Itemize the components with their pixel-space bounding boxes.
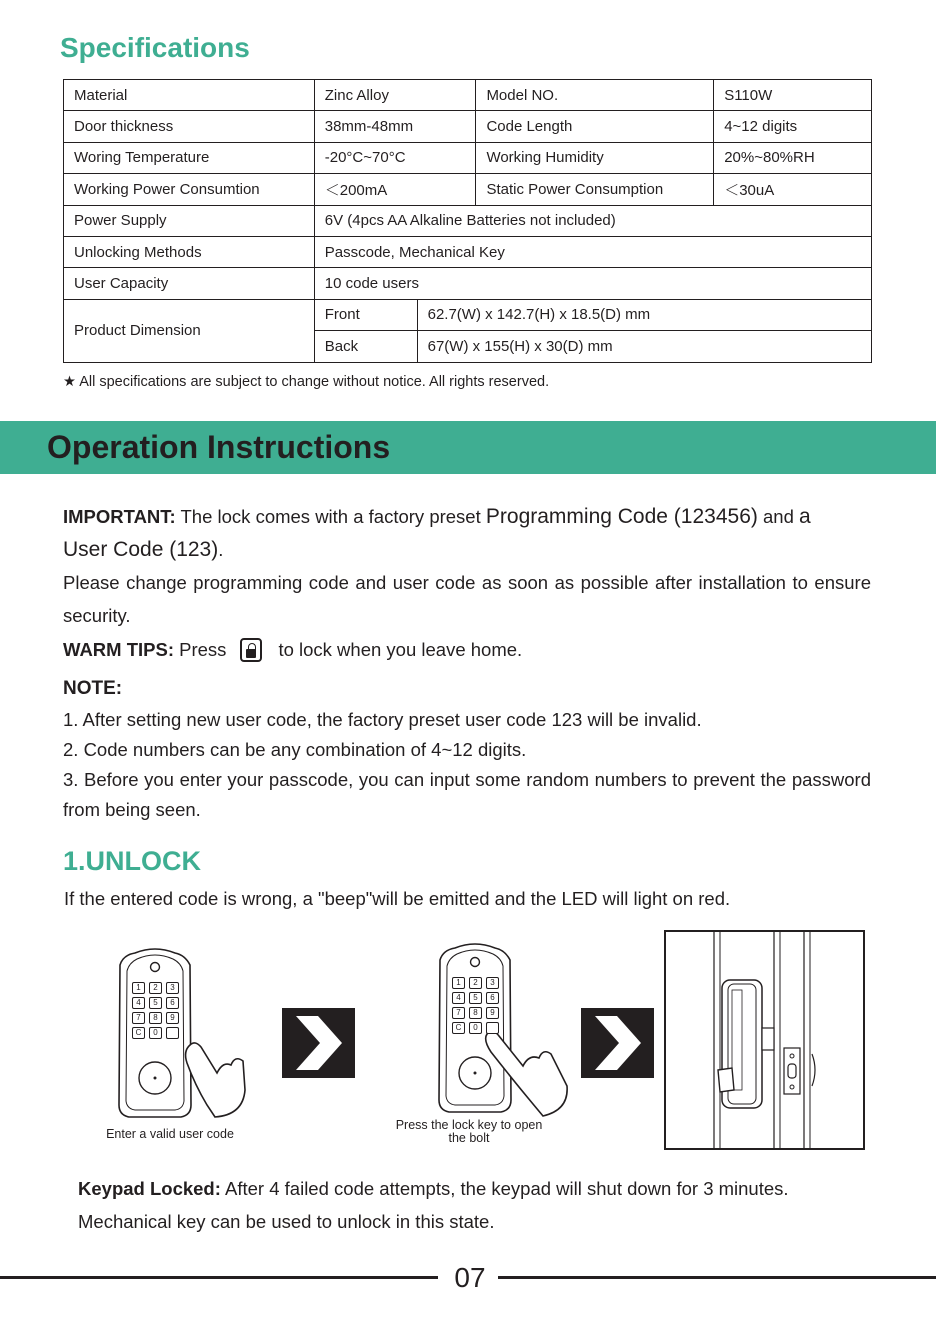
spec-value: 4~12 digits [714, 111, 872, 142]
keypad-key: C [132, 1027, 145, 1039]
warm-tips-text: to lock when you leave home. [278, 639, 523, 660]
keypad-key: 5 [149, 997, 162, 1009]
important-text: a [799, 505, 811, 528]
table-row [64, 111, 872, 142]
keypad-key: 2 [149, 982, 162, 994]
door-bolt-illustration [664, 930, 865, 1150]
spec-label: Model NO. [476, 80, 714, 111]
keypad-grid-2 [452, 977, 499, 1034]
keypad-illustration-2 [415, 940, 585, 1120]
spec-label: Power Supply [64, 205, 315, 236]
spec-sublabel: Back [314, 331, 417, 362]
table-row [64, 236, 872, 267]
important-paragraph [63, 500, 871, 566]
keypad-key: 4 [452, 992, 465, 1004]
lock-key-icon [240, 638, 262, 662]
footnote: ★ All specifications are subject to change without notice. All rights reserved. [63, 374, 550, 390]
spec-value: ＜200mA [314, 174, 476, 205]
warm-tips-text: Press [174, 639, 227, 660]
keypad-key [486, 1022, 499, 1034]
spec-value: Passcode, Mechanical Key [314, 236, 871, 267]
table-row [64, 299, 872, 330]
spec-value: 10 code users [314, 268, 871, 299]
table-row [64, 80, 872, 111]
spec-value: 62.7(W) x 142.7(H) x 18.5(D) mm [417, 299, 871, 330]
footer-rule-left [0, 1276, 438, 1279]
keypad-key: 1 [452, 977, 465, 989]
keypad-grid-1 [132, 982, 179, 1039]
spec-label: Material [64, 80, 315, 111]
spec-value: Zinc Alloy [314, 80, 476, 111]
keypad-key: 6 [166, 997, 179, 1009]
important-text: and [757, 506, 800, 527]
keypad-key: 9 [166, 1012, 179, 1024]
specifications-table [63, 79, 872, 363]
keypad-key: 4 [132, 997, 145, 1009]
note-title: NOTE: [63, 678, 123, 699]
chevron-right-icon [581, 1008, 654, 1078]
keypad-key: 7 [452, 1007, 465, 1019]
spec-value: 67(W) x 155(H) x 30(D) mm [417, 331, 871, 362]
table-row [64, 205, 872, 236]
spec-value: 20%~80%RH [714, 142, 872, 173]
keypad-key: 9 [486, 1007, 499, 1019]
keypad-hand-icon [415, 940, 585, 1120]
spec-label: Unlocking Methods [64, 236, 315, 267]
page-number: 07 [454, 1262, 486, 1293]
warm-tips-label: WARM TIPS: [63, 639, 174, 660]
caption-line: Press the lock key to open [395, 1118, 543, 1132]
specifications-title: Specifications [60, 32, 250, 63]
spec-label: Working Power Consumtion [64, 174, 315, 205]
keypad-locked-text: Mechanical key can be used to unlock in this state. [78, 1211, 495, 1232]
keypad-key: 7 [132, 1012, 145, 1024]
note-item: 2. Code numbers can be any combination of 4~12 digits. [63, 739, 527, 760]
unlock-description: If the entered code is wrong, a "beep"will be emitted and the LED will light on red. [64, 888, 731, 909]
footer-rule-right [498, 1276, 936, 1279]
keypad-locked-text: After 4 failed code attempts, the keypad will shut down for 3 minutes. [220, 1178, 789, 1199]
spec-label: Static Power Consumption [476, 174, 714, 205]
arrow-box [581, 1008, 654, 1078]
spec-label: Door thickness [64, 111, 315, 142]
table-row [64, 142, 872, 173]
important-label: IMPORTANT: [63, 506, 176, 527]
spec-label: Code Length [476, 111, 714, 142]
keypad-key: C [452, 1022, 465, 1034]
important-text: . [218, 539, 224, 560]
operation-instructions-title: Operation Instructions [47, 429, 391, 465]
spec-label: Working Humidity [476, 142, 714, 173]
keypad-key: 3 [166, 982, 179, 994]
caption-enter-code: Enter a valid user code [106, 1127, 234, 1141]
warm-tips-paragraph [63, 633, 871, 666]
keypad-key: 8 [469, 1007, 482, 1019]
keypad-key: 6 [486, 992, 499, 1004]
caption-line: the bolt [448, 1131, 490, 1145]
note-item: 3. Before you enter your passcode, you can input some random numbers to prevent the password from being seen. [63, 769, 871, 820]
door-bolt-icon [666, 932, 863, 1148]
spec-label: Woring Temperature [64, 142, 315, 173]
programming-code: Programming Code (123456) [485, 505, 758, 528]
caption-press-lock-key [386, 1119, 552, 1145]
spec-value: -20°C~70°C [314, 142, 476, 173]
keypad-locked-paragraph [78, 1172, 878, 1238]
keypad-locked-label: Keypad Locked: [78, 1178, 221, 1199]
chevron-right-icon [282, 1008, 355, 1078]
spec-value: S110W [714, 80, 872, 111]
table-row [64, 174, 872, 205]
keypad-hand-icon [95, 945, 265, 1125]
keypad-key: 2 [469, 977, 482, 989]
user-code: User Code (123) [63, 538, 219, 561]
keypad-key [166, 1027, 179, 1039]
spec-label: Product Dimension [64, 299, 315, 362]
spec-value: 38mm-48mm [314, 111, 476, 142]
spec-value: 6V (4pcs AA Alkaline Batteries not included) [314, 205, 871, 236]
keypad-key: 3 [486, 977, 499, 989]
spec-value: ＜30uA [714, 174, 872, 205]
keypad-key: 8 [149, 1012, 162, 1024]
keypad-keys [132, 982, 179, 1039]
keypad-key: 1 [132, 982, 145, 994]
keypad-keys [452, 977, 499, 1034]
keypad-key: 0 [149, 1027, 162, 1039]
table-row [64, 268, 872, 299]
keypad-key: 5 [469, 992, 482, 1004]
spec-sublabel: Front [314, 299, 417, 330]
spec-label: User Capacity [64, 268, 315, 299]
change-code-paragraph: Please change programming code and user code as soon as possible after installation to ensure security. [63, 572, 871, 626]
important-text: The lock comes with a factory preset [175, 506, 486, 527]
unlock-title: 1.UNLOCK [63, 846, 202, 876]
arrow-box [282, 1008, 355, 1078]
note-item: 1. After setting new user code, the factory preset user code 123 will be invalid. [63, 709, 702, 730]
keypad-illustration-1 [95, 945, 265, 1125]
keypad-key: 0 [469, 1022, 482, 1034]
